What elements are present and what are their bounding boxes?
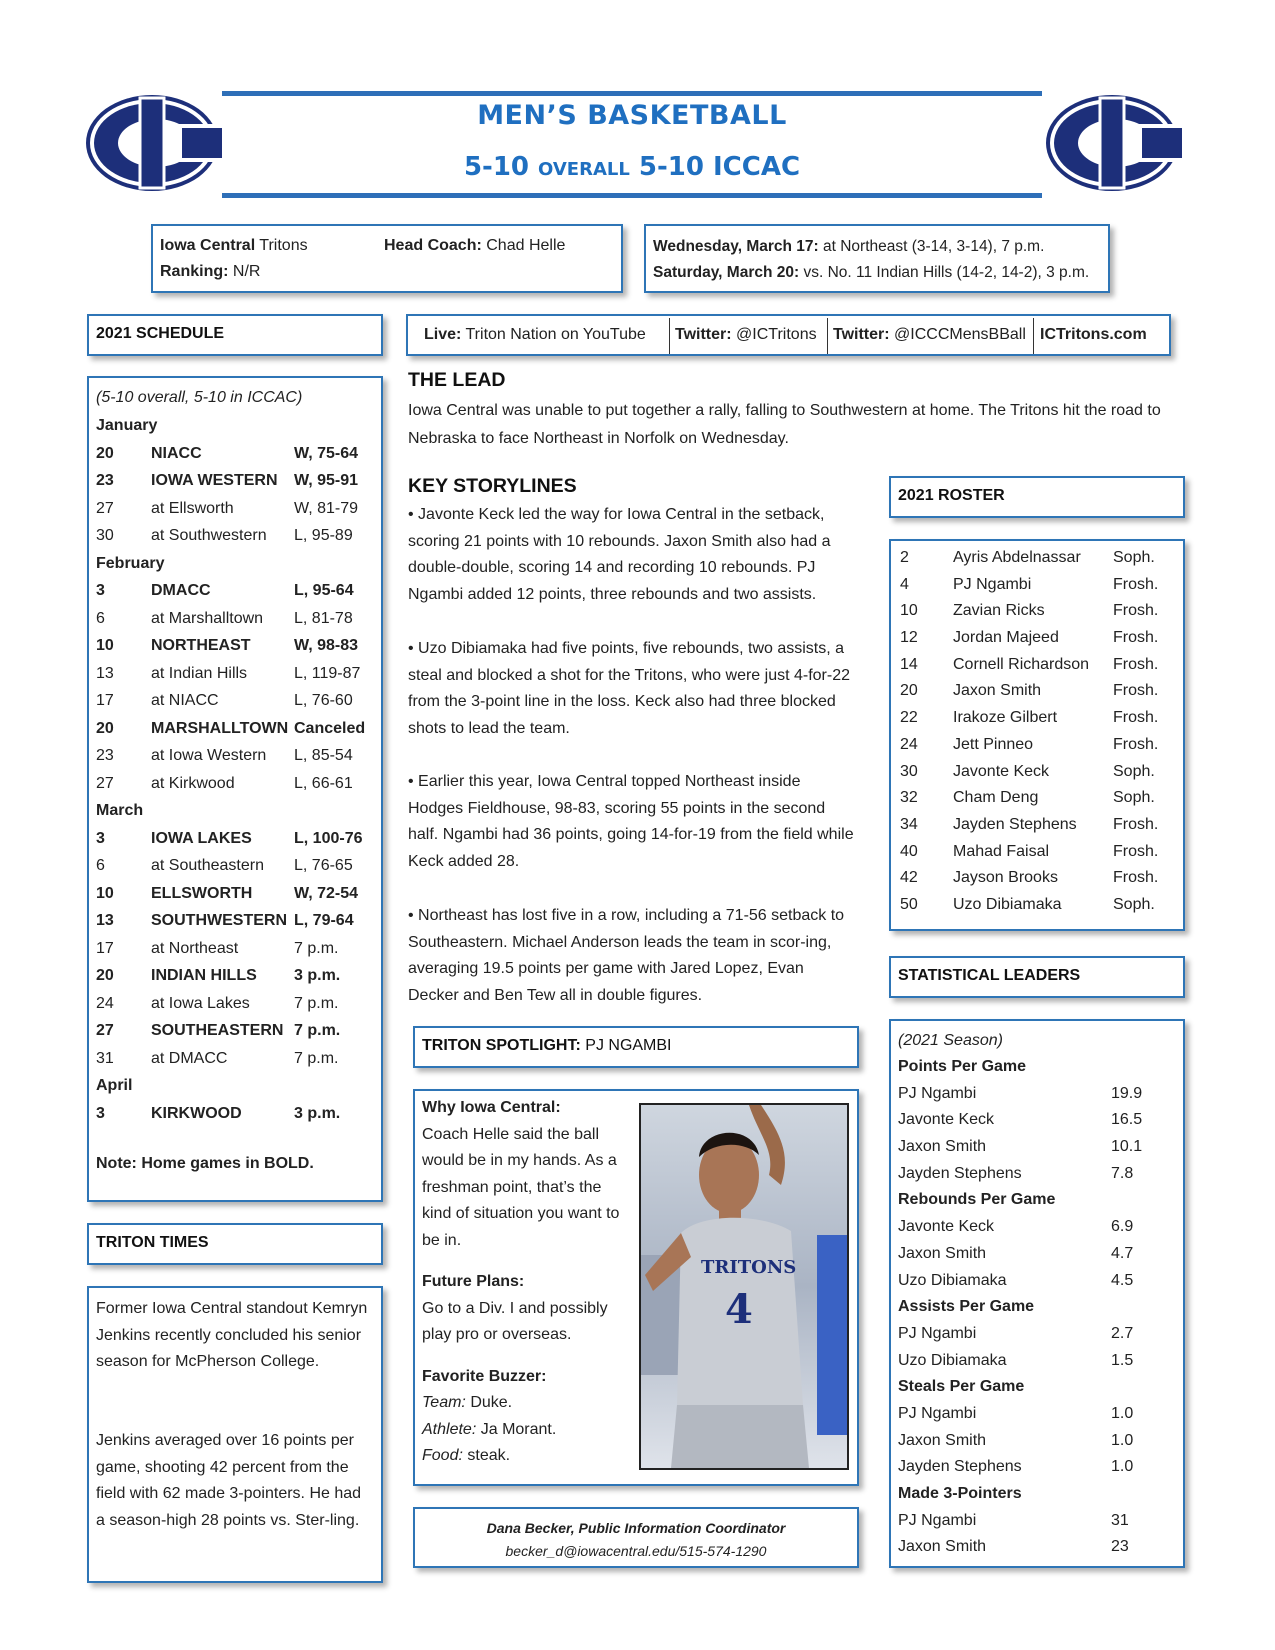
ranking-label: Ranking: <box>160 263 229 280</box>
game-date: 3 <box>96 582 105 599</box>
schedule-game-row <box>96 632 378 660</box>
stat-row <box>898 1454 1180 1481</box>
game-opponent: IOWA WESTERN <box>151 472 278 489</box>
game-opponent: DMACC <box>151 582 211 599</box>
month-label: February <box>96 554 165 572</box>
stat-value: 4.7 <box>1111 1244 1134 1262</box>
game-date: 17 <box>96 692 114 709</box>
jersey-number: 4 <box>725 1286 753 1333</box>
roster-row <box>900 732 1180 759</box>
month-label: April <box>96 1077 133 1094</box>
stat-row <box>898 1508 1180 1535</box>
player-name: Javonte Keck <box>953 762 1050 780</box>
stat-value: 1.0 <box>1111 1458 1134 1476</box>
leaders-list <box>898 1054 1180 1561</box>
twitter-label: Twitter: <box>833 326 890 343</box>
team-info-box <box>151 224 623 293</box>
player-class: Frosh. <box>1113 709 1159 727</box>
player-number: 4 <box>900 575 909 593</box>
game-opponent: at Southeastern <box>151 857 264 874</box>
stat-value: 31 <box>1111 1511 1129 1529</box>
game-result: W, 72-54 <box>294 884 359 902</box>
game-result: 3 p.m. <box>294 1104 341 1122</box>
iowa-central-logo-right <box>1042 90 1182 196</box>
player-number: 42 <box>900 869 918 887</box>
game-date: 27 <box>96 1022 114 1039</box>
schedule-month <box>96 550 378 578</box>
game-date: 3 <box>96 829 105 847</box>
player-class: Frosh. <box>1113 655 1159 673</box>
game-opponent: at NIACC <box>151 692 219 709</box>
stat-row <box>898 1161 1180 1188</box>
roster-row <box>900 892 1180 919</box>
player-number: 20 <box>900 682 918 700</box>
stat-row <box>898 1107 1180 1134</box>
game-result: W, 75-64 <box>294 444 359 462</box>
school-line <box>160 232 308 259</box>
player-name: Mahad Faisal <box>953 842 1050 860</box>
game-result: L, 100-76 <box>294 829 363 847</box>
favorite-team <box>422 1390 627 1417</box>
game-result: L, 81-78 <box>294 609 353 627</box>
contact-name: Dana Becker, Public Information Coordinator <box>486 1520 786 1536</box>
stat-value: 19.9 <box>1111 1084 1143 1102</box>
schedule-game-row <box>96 1100 378 1128</box>
player-name: Jayden Stephens <box>953 815 1077 833</box>
media-divider <box>669 318 670 354</box>
contact-email-phone[interactable]: becker_d@iowacentral.edu/515-574-1290 <box>505 1543 767 1559</box>
roster-box <box>889 539 1185 931</box>
stat-row <box>898 1534 1180 1561</box>
stat-category-label: Steals Per Game <box>898 1378 1025 1396</box>
roster-row <box>900 839 1180 866</box>
player-class: Soph. <box>1113 762 1155 780</box>
game-result: L, 95-89 <box>294 527 353 544</box>
contact-box <box>413 1507 859 1568</box>
stat-value: 1.0 <box>1111 1404 1134 1422</box>
team-label: Team: <box>422 1394 466 1411</box>
game-date: 17 <box>96 939 114 957</box>
game-date: 24 <box>96 994 114 1012</box>
player-number: 24 <box>900 735 918 753</box>
ic-logo-mark <box>1046 95 1182 191</box>
player-number: 10 <box>900 602 918 620</box>
favorite-athlete <box>422 1417 627 1444</box>
spotlight-label: TRITON SPOTLIGHT: <box>422 1037 581 1054</box>
roster-row <box>900 812 1180 839</box>
player-name: Cornell Richardson <box>953 655 1090 673</box>
spotlight-text <box>422 1095 627 1470</box>
stat-player-name: Jayden Stephens <box>898 1164 1022 1182</box>
game-opponent: at Marshalltown <box>151 609 264 627</box>
game-result: 7 p.m. <box>294 939 339 957</box>
game-result: 3 p.m. <box>294 967 341 984</box>
schedule-game-row <box>96 577 378 605</box>
live-label: Live: <box>424 326 462 343</box>
why-label: Why Iowa Central: <box>422 1099 561 1116</box>
schedule-month <box>96 412 378 440</box>
roster-row <box>900 598 1180 625</box>
live-stream-link[interactable] <box>424 316 646 354</box>
athlete-label: Athlete: <box>422 1420 477 1438</box>
stat-category-label: Points Per Game <box>898 1058 1027 1075</box>
game-result: 7 p.m. <box>294 1049 339 1067</box>
player-number: 12 <box>900 629 918 647</box>
upcoming-games-box <box>644 224 1110 293</box>
spotlight-header-box <box>413 1026 859 1068</box>
upcoming-day: Saturday, March 20: <box>653 264 800 281</box>
stat-row <box>898 1134 1180 1161</box>
stat-category <box>898 1054 1180 1081</box>
stat-row <box>898 1401 1180 1428</box>
stat-row <box>898 1348 1180 1375</box>
player-class: Frosh. <box>1113 629 1159 647</box>
player-name: Jett Pinneo <box>953 735 1034 753</box>
game-opponent: at Kirkwood <box>151 774 235 792</box>
month-label: January <box>96 417 158 434</box>
stat-player-name: Jaxon Smith <box>898 1244 987 1262</box>
player-number: 32 <box>900 789 918 807</box>
page-title: MEN’S BASKETBALL <box>477 100 787 131</box>
school-name: Tritons <box>259 237 308 254</box>
player-name: Jayson Brooks <box>953 869 1058 887</box>
player-name: Uzo Dibiamaka <box>953 895 1062 913</box>
school-label: Iowa Central <box>160 237 256 254</box>
game-result: Canceled <box>294 719 366 737</box>
game-date: 23 <box>96 472 114 489</box>
upcoming-day: Wednesday, March 17: <box>653 238 819 255</box>
stat-player-name: PJ Ngambi <box>898 1084 977 1102</box>
roster-row <box>900 705 1180 732</box>
game-date: 23 <box>96 747 114 764</box>
schedule-game-row <box>96 605 378 633</box>
media-bar <box>406 314 1171 356</box>
twitter-label: Twitter: <box>675 326 732 343</box>
triton-times-heading: TRITON TIMES <box>96 1234 209 1251</box>
player-name: Cham Deng <box>953 789 1039 807</box>
upcoming-game-1 <box>653 233 1044 260</box>
game-date: 13 <box>96 664 114 682</box>
leaders-box <box>889 1019 1185 1568</box>
stat-value: 16.5 <box>1111 1111 1143 1129</box>
spotlight-box <box>413 1089 859 1486</box>
spotlight-heading <box>415 1028 857 1055</box>
player-class: Frosh. <box>1113 602 1159 620</box>
coach-line <box>384 232 565 259</box>
stat-row <box>898 1428 1180 1455</box>
stat-row <box>898 1081 1180 1108</box>
coach-name: Chad Helle <box>486 237 566 254</box>
schedule-box <box>87 376 383 1202</box>
triton-times-header-box <box>87 1223 383 1265</box>
roster-row <box>900 625 1180 652</box>
player-number: 34 <box>900 815 918 833</box>
roster-row <box>900 572 1180 599</box>
game-result: L, 76-60 <box>294 692 353 709</box>
header-rule-bottom <box>222 193 1042 198</box>
stat-category <box>898 1481 1180 1508</box>
schedule-game-row <box>96 935 378 963</box>
player-photo <box>639 1103 849 1470</box>
twitter-mensbball-link[interactable] <box>833 316 1026 354</box>
game-date: 20 <box>96 967 114 984</box>
upcoming-game-2 <box>653 259 1089 286</box>
stat-player-name: Uzo Dibiamaka <box>898 1351 1007 1369</box>
player-class: Frosh. <box>1113 575 1159 593</box>
stat-row <box>898 1241 1180 1268</box>
schedule-game-row <box>96 1017 378 1045</box>
game-opponent: MARSHALLTOWN <box>151 719 289 737</box>
favorite-food <box>422 1443 627 1470</box>
player-name: Irakoze Gilbert <box>953 709 1058 727</box>
stat-player-name: PJ Ngambi <box>898 1511 977 1529</box>
player-number: 30 <box>900 762 918 780</box>
game-date: 27 <box>96 774 114 792</box>
lead-heading: THE LEAD <box>408 369 506 391</box>
stat-player-name: Jaxon Smith <box>898 1538 987 1556</box>
stat-value: 6.9 <box>1111 1218 1134 1236</box>
player-name: Zavian Ricks <box>953 602 1045 620</box>
game-result: L, 95-64 <box>294 582 354 599</box>
stat-category <box>898 1187 1180 1214</box>
stat-row <box>898 1214 1180 1241</box>
game-date: 30 <box>96 527 114 544</box>
stat-category-label: Rebounds Per Game <box>898 1191 1056 1209</box>
player-class: Frosh. <box>1113 815 1159 833</box>
triton-times-paragraph: Former Iowa Central standout Kemryn Jenkins recently concluded his senior season for McPherson College. <box>96 1300 368 1370</box>
stat-row <box>898 1268 1180 1295</box>
game-opponent: at Indian Hills <box>151 664 248 682</box>
player-name: Jordan Majeed <box>953 629 1059 647</box>
game-date: 6 <box>96 609 105 627</box>
roster-list <box>900 545 1180 919</box>
player-class: Soph. <box>1113 549 1155 566</box>
schedule-game-row <box>96 880 378 908</box>
triton-times-paragraph: Jenkins averaged over 16 points per game, shooting 42 percent from the field with 62 made 3-pointers. He had a season-high 28 points vs. Ster-ling. <box>96 1432 362 1529</box>
storylines-heading: KEY STORYLINES <box>408 475 577 497</box>
game-opponent: at Southwestern <box>151 527 267 544</box>
schedule-game-row <box>96 522 378 550</box>
stat-player-name: Uzo Dibiamaka <box>898 1271 1007 1289</box>
leaders-heading: STATISTICAL LEADERS <box>898 967 1081 984</box>
media-divider <box>1033 318 1034 354</box>
food-label: Food: <box>422 1447 463 1464</box>
jersey-lettering: TRITONS <box>701 1257 797 1278</box>
month-label: March <box>96 802 144 819</box>
schedule-heading: 2021 SCHEDULE <box>96 325 225 342</box>
game-result: 7 p.m. <box>294 1022 341 1039</box>
twitter-ictritons-link[interactable] <box>675 316 817 354</box>
game-result: L, 79-64 <box>294 912 354 929</box>
schedule-game-row <box>96 687 378 715</box>
leaders-season: (2021 Season) <box>898 1032 1003 1049</box>
stat-value: 1.5 <box>1111 1351 1134 1369</box>
stat-category-label: Assists Per Game <box>898 1298 1035 1316</box>
game-opponent: at DMACC <box>151 1049 228 1067</box>
player-number: 2 <box>900 549 909 566</box>
player-number: 50 <box>900 895 918 913</box>
player-class: Soph. <box>1113 789 1155 807</box>
schedule-list <box>96 412 378 1127</box>
game-result: W, 81-79 <box>294 499 359 517</box>
header-rule-top <box>222 91 1042 96</box>
stat-player-name: Jaxon Smith <box>898 1138 987 1156</box>
roster-row <box>900 678 1180 705</box>
stat-value: 2.7 <box>1111 1324 1134 1342</box>
coach-label: Head Coach: <box>384 237 482 254</box>
game-date: 27 <box>96 499 114 517</box>
game-date: 10 <box>96 637 114 654</box>
player-name: Jaxon Smith <box>953 682 1042 700</box>
game-result: L, 66-61 <box>294 774 353 792</box>
record-note: (5-10 overall, 5-10 in ICCAC) <box>96 389 303 406</box>
lead-text: Iowa Central was unable to put together a rally, falling to Southwestern at home. The Tritons hit the road to Nebraska to face Northeast in Norfolk on Wednesday. <box>408 402 1161 447</box>
roster-row <box>900 545 1180 572</box>
player-class: Frosh. <box>1113 842 1159 860</box>
schedule-game-row <box>96 1045 378 1073</box>
game-date: 10 <box>96 884 114 902</box>
player-number: 40 <box>900 842 918 860</box>
stat-player-name: Javonte Keck <box>898 1218 995 1236</box>
game-date: 20 <box>96 444 114 462</box>
why-text: Coach Helle said the ball would be in my hands. As a freshman point, that’s the kind of situation you want to be in. <box>422 1125 620 1249</box>
media-divider <box>827 318 828 354</box>
stat-category <box>898 1374 1180 1401</box>
live-value: Triton Nation on YouTube <box>465 326 646 343</box>
game-opponent: KIRKWOOD <box>151 1104 242 1122</box>
record-subtitle: 5-10 overall 5-10 ICCAC <box>463 152 801 182</box>
leaders-header-box <box>889 956 1185 998</box>
game-opponent: at Northeast <box>151 939 239 957</box>
game-opponent: at Iowa Lakes <box>151 994 250 1012</box>
game-opponent: at Ellsworth <box>151 499 234 517</box>
game-result: W, 95-91 <box>294 472 359 489</box>
stat-value: 23 <box>1111 1538 1129 1556</box>
stat-player-name: PJ Ngambi <box>898 1324 977 1342</box>
player-class: Soph. <box>1113 895 1155 913</box>
home-games-note: Note: Home games in BOLD. <box>96 1155 314 1172</box>
player-name: Ayris Abdelnassar <box>953 549 1081 566</box>
storyline-item: • Northeast has lost five in a row, including a 71-56 setback to Southeastern. Michael Anderson leads the team in scor-ing, averaging 19.5 points per game with Jared Lopez, Evan Decker and Ben Tew all in double figures. <box>408 907 845 1004</box>
roster-row <box>900 759 1180 786</box>
game-opponent: NORTHEAST <box>151 637 251 654</box>
roster-header-box <box>889 476 1185 518</box>
ranking-line <box>160 258 260 285</box>
twitter-handle: @ICCCMensBBall <box>894 326 1026 343</box>
game-date: 3 <box>96 1104 105 1122</box>
roster-row <box>900 652 1180 679</box>
buzzer-label: Favorite Buzzer: <box>422 1367 547 1385</box>
stat-category-label: Made 3-Pointers <box>898 1485 1022 1502</box>
plans-label: Future Plans: <box>422 1273 525 1290</box>
game-opponent: INDIAN HILLS <box>151 967 257 984</box>
game-result: W, 98-83 <box>294 637 359 654</box>
schedule-game-row <box>96 440 378 468</box>
schedule-month <box>96 1072 378 1100</box>
twitter-handle: @ICTritons <box>736 326 817 343</box>
game-date: 31 <box>96 1049 114 1067</box>
stat-player-name: Javonte Keck <box>898 1111 995 1129</box>
stat-player-name: Jaxon Smith <box>898 1431 987 1449</box>
player-number: 22 <box>900 709 918 727</box>
storyline-item: • Earlier this year, Iowa Central topped Northeast inside Hodges Fieldhouse, 98-83, scoring 55 points in the second half. Ngambi had 36 points, going 14-for-19 from the field while Keck added 28. <box>408 773 854 870</box>
game-opponent: SOUTHWESTERN <box>151 912 287 929</box>
upcoming-detail: at Northeast (3-14, 3-14), 7 p.m. <box>823 238 1045 255</box>
schedule-game-row <box>96 660 378 688</box>
schedule-game-row <box>96 990 378 1018</box>
player-class: Frosh. <box>1113 682 1159 700</box>
schedule-header-box <box>87 314 383 356</box>
stat-value: 4.5 <box>1111 1271 1134 1289</box>
schedule-month <box>96 797 378 825</box>
triton-times-box <box>87 1286 383 1583</box>
ic-logo-mark <box>86 95 222 191</box>
storyline-item: • Javonte Keck led the way for Iowa Central in the setback, scoring 21 points with 10 rebounds. Jaxon Smith also had a double-double, scoring 14 and recording 10 rebounds. PJ Ngambi added 12 points, three rebounds and two assists. <box>408 506 831 603</box>
game-date: 6 <box>96 857 105 874</box>
roster-heading: 2021 ROSTER <box>898 487 1005 504</box>
roster-row <box>900 865 1180 892</box>
plans-text: Go to a Div. I and possibly play pro or overseas. <box>422 1299 608 1343</box>
roster-row <box>900 785 1180 812</box>
ranking-value: N/R <box>232 263 261 280</box>
game-opponent: ELLSWORTH <box>151 884 253 902</box>
food-value: steak. <box>467 1447 511 1464</box>
game-opponent: at Iowa Western <box>151 747 267 764</box>
game-opponent: SOUTHEASTERN <box>151 1022 284 1039</box>
game-opponent: NIACC <box>151 444 202 462</box>
schedule-game-row <box>96 495 378 523</box>
player-class: Frosh. <box>1113 869 1159 887</box>
team-value: Duke. <box>470 1394 513 1411</box>
game-opponent: IOWA LAKES <box>151 829 252 847</box>
schedule-game-row <box>96 852 378 880</box>
player-class: Frosh. <box>1113 735 1159 753</box>
storyline-item: • Uzo Dibiamaka had five points, five rebounds, two assists, a steal and blocked a shot for the Tritons, who were just 4-for-22 from the 3-point line in the loss. Keck also had three blocked shots to lead the team. <box>408 640 851 737</box>
schedule-game-row <box>96 770 378 798</box>
game-result: L, 76-65 <box>294 857 353 874</box>
game-date: 13 <box>96 912 114 929</box>
stat-category <box>898 1294 1180 1321</box>
player-name: PJ Ngambi <box>953 575 1032 593</box>
game-result: L, 85-54 <box>294 747 353 764</box>
iowa-central-logo-left <box>82 90 222 196</box>
website-link[interactable]: ICTritons.com <box>1040 326 1147 343</box>
schedule-game-row <box>96 715 378 743</box>
schedule-game-row <box>96 962 378 990</box>
upcoming-detail: vs. No. 11 Indian Hills (14-2, 14-2), 3 p.m. <box>803 264 1090 281</box>
stat-value: 7.8 <box>1111 1164 1134 1182</box>
game-date: 20 <box>96 719 114 737</box>
schedule-game-row <box>96 467 378 495</box>
schedule-game-row <box>96 907 378 935</box>
stat-row <box>898 1321 1180 1348</box>
stat-value: 10.1 <box>1111 1138 1143 1156</box>
game-result: L, 119-87 <box>294 664 361 682</box>
stat-player-name: PJ Ngambi <box>898 1404 977 1422</box>
spotlight-player-name: PJ NGAMBI <box>585 1037 672 1054</box>
stat-player-name: Jayden Stephens <box>898 1458 1022 1476</box>
player-number: 14 <box>900 655 918 673</box>
schedule-game-row <box>96 742 378 770</box>
stat-value: 1.0 <box>1111 1431 1134 1449</box>
schedule-game-row <box>96 825 378 853</box>
athlete-value: Ja Morant. <box>480 1420 557 1438</box>
game-result: 7 p.m. <box>294 994 339 1012</box>
